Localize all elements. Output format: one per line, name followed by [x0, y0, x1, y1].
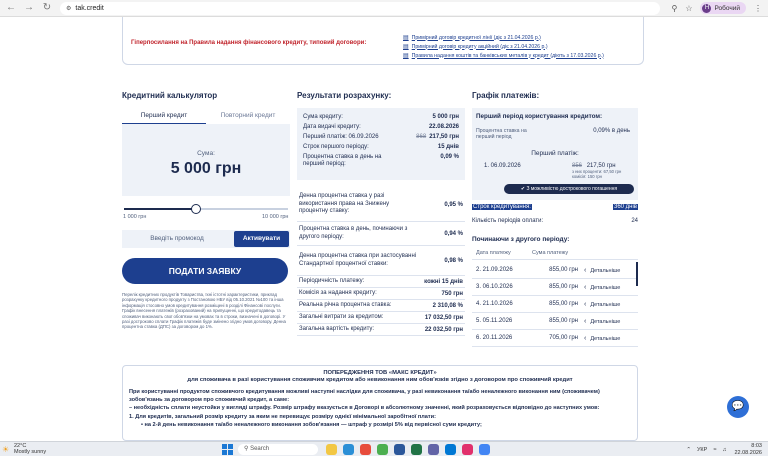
calculator-tabs: [122, 108, 290, 124]
details-link[interactable]: [584, 318, 638, 325]
result-item: [297, 188, 465, 222]
sum-value: 5 000 грн: [170, 160, 242, 177]
language-indicator[interactable]: УКР: [696, 446, 708, 453]
early-repayment-button[interactable]: [504, 184, 634, 194]
result-value: 22.08.2026: [428, 124, 459, 130]
documents-links: [403, 33, 604, 60]
edge-icon[interactable]: [343, 444, 354, 455]
schedule-title: Графік платежів:: [472, 91, 540, 100]
result-value: 0,94 %: [444, 230, 463, 237]
activate-promo-button[interactable]: Активувати: [234, 231, 289, 247]
result-item: [297, 246, 465, 276]
clock-time: 8:03: [751, 443, 762, 449]
details-link[interactable]: [584, 284, 638, 291]
result-item: [297, 288, 465, 300]
taskbar-search[interactable]: [238, 444, 318, 455]
details-link[interactable]: [584, 267, 638, 274]
weather-widget[interactable]: [14, 443, 46, 455]
first-period-rate: [476, 128, 634, 140]
weather-desc: Mostly sunny: [14, 449, 47, 455]
details-label: Детальніше: [590, 284, 621, 291]
result-value: 0,95 %: [444, 201, 463, 208]
term-label: Строк кредитування:: [473, 204, 531, 210]
table-row: [472, 296, 638, 313]
result-value: 2 310,08 %: [432, 302, 463, 309]
first-payment-date: 1. 06.09.2026: [484, 163, 521, 169]
warning-paragraph: 1. Для кредитів, загальний розмір кредиту за яким не перевищує розміру однієї мінімальної заробітної плати:: [129, 413, 436, 420]
result-label: Денна процентна ставка у разі використання права на Знижену процентну ставку:: [299, 193, 390, 215]
result-item: [297, 276, 465, 288]
result-label: Строк першого періоду:: [303, 144, 369, 150]
app-icon[interactable]: [377, 444, 388, 455]
reload-icon[interactable]: ↻: [42, 2, 52, 13]
row-date: 2. 21.09.2026: [476, 267, 513, 273]
first-payment-title: Перший платіж:: [531, 150, 579, 157]
search-icon: ⚲: [244, 446, 251, 452]
documents-box: [122, 17, 644, 65]
result-item: [297, 324, 465, 336]
weather-sun-icon: ☀: [2, 445, 10, 454]
table-row: [472, 262, 638, 279]
menu-icon[interactable]: ⋮: [754, 3, 762, 13]
periods-count-row: [472, 218, 638, 224]
excel-icon[interactable]: [411, 444, 422, 455]
zoom-icon[interactable]: ⚲: [671, 3, 678, 13]
clock-date: 22.08.2026: [734, 449, 762, 456]
table-row: [472, 279, 638, 296]
document-icon: ▤: [403, 53, 409, 59]
sum-card: [122, 124, 290, 196]
col-date-header: Дата платежу: [476, 250, 511, 256]
browser-toolbar: [0, 0, 768, 17]
warning-paragraph: • на 2-й день невиконання та/або неналежного виконання зобов'язання — штраф у розмірі 5% від первісної суми кредиту;: [141, 422, 482, 428]
schedule-table-header: [472, 250, 638, 260]
app-icon[interactable]: [462, 444, 473, 455]
document-link[interactable]: [403, 51, 604, 60]
first-payment-value: 217,50 грн: [586, 163, 616, 169]
system-tray: [680, 443, 762, 456]
row-amount: 855,00 грн: [549, 267, 578, 273]
row-amount: 855,00 грн: [549, 301, 578, 307]
details-link[interactable]: [584, 335, 638, 342]
details-label: Детальніше: [590, 318, 621, 325]
table-row: [472, 330, 638, 347]
word-icon[interactable]: [394, 444, 405, 455]
calculator-title: Кредитний калькулятор: [122, 91, 218, 100]
result-label: Періодичність платежу:: [299, 277, 365, 284]
taskbar-apps: [326, 444, 496, 455]
outlook-icon[interactable]: [445, 444, 456, 455]
profile-name: Робочий: [714, 4, 740, 12]
chevron-up-icon[interactable]: ⌃: [686, 446, 691, 453]
early-repayment-label: З можливістю дострокового погашення: [526, 186, 618, 192]
result-label: Загальна вартість кредиту:: [299, 325, 375, 332]
chevron-left-icon: ‹: [584, 334, 587, 342]
row-date: 3. 06.10.2026: [476, 284, 513, 290]
chevron-left-icon: ‹: [584, 317, 587, 325]
schedule-scrollbar[interactable]: [636, 262, 638, 286]
first-period-title: Перший період користування кредитом:: [476, 113, 603, 120]
profile-avatar: H: [702, 4, 711, 13]
details-label: Детальніше: [590, 267, 621, 274]
rate-label: Процентна ставка на перший період: [476, 128, 527, 140]
table-row: [472, 313, 638, 330]
result-row: [301, 122, 461, 132]
document-link[interactable]: [403, 33, 604, 42]
first-payment-old: 856: [572, 163, 583, 169]
weather-temp: 22°C: [14, 443, 27, 449]
result-value: кожні 15 днів: [424, 278, 463, 285]
profile-button[interactable]: [700, 2, 746, 14]
result-row: [301, 142, 461, 152]
result-label: Процентна ставка в день, починаючи з другого періоду:: [299, 226, 408, 240]
chat-icon[interactable]: 💬: [727, 396, 749, 418]
slider-fill: [124, 208, 196, 210]
warning-paragraph: При користуванні продуктом споживчого кредитування можливі наступні наслідки для споживача, у разі невиконання та/або неналежного виконання ним (споживачем) зобов'язань за договором про споживчий кредит, а саме:: [129, 389, 600, 403]
results-title: Результати розрахунку:: [297, 91, 392, 100]
periods-count-value: 24: [631, 218, 638, 224]
results-summary-card: [297, 108, 465, 180]
details-label: Детальніше: [590, 301, 621, 308]
document-link-text: Примірний договір кредиту акційний (діє з 21.04.2026 р.): [411, 43, 548, 50]
result-item: [297, 312, 465, 324]
result-value: 22 032,50 грн: [424, 326, 463, 333]
row-date: 4. 21.10.2026: [476, 301, 513, 307]
result-label: Сума кредиту:: [303, 114, 343, 120]
details-label: Детальніше: [590, 335, 621, 342]
result-label: Комісія за надання кредиту:: [299, 289, 377, 296]
chevron-left-icon: ‹: [584, 266, 587, 274]
first-payment-row: [476, 163, 634, 179]
details-link[interactable]: [584, 301, 638, 308]
warning-box: [122, 365, 638, 441]
row-date: 5. 05.11.2026: [476, 318, 513, 324]
promo-code-input[interactable]: Введіть промокод: [150, 235, 204, 242]
document-icon: ▤: [403, 35, 409, 41]
col-amount-header: Сума платежу: [532, 250, 569, 256]
document-icon: ▤: [403, 44, 409, 50]
warning-paragraph: – необхідність сплати неустойки у вигляді штрафу. Розмір штрафу вказується в Договорі в абсолютному значенні, який розраховується відповідно до наступних умов:: [129, 405, 600, 411]
slider-min-label: 1 000 грн: [123, 214, 147, 220]
bookmark-star-icon[interactable]: ☆: [685, 3, 693, 13]
warning-subtitle: для споживача в разі користування споживчим кредитом або невиконання ним обов'язків згідно з договором про споживчий кредит: [187, 377, 573, 383]
file-explorer-icon[interactable]: [326, 444, 337, 455]
result-value: 217,50 грн: [429, 134, 459, 140]
url-text: tak.credit: [75, 4, 104, 12]
site-info-icon[interactable]: ⚙: [66, 5, 72, 12]
first-payment-interest: з них проценти: 67,50 грн: [572, 169, 622, 174]
term-row: [472, 204, 638, 210]
result-label: Денна процентна ставка при застосуванні Стандартної процентної ставки:: [299, 253, 417, 267]
result-item: [297, 222, 465, 246]
periods-count-label: Кількість періодів оплати:: [472, 218, 544, 224]
windows-start-icon[interactable]: [222, 444, 233, 455]
taskbar: [0, 441, 768, 456]
row-date: 6. 20.11.2026: [476, 335, 513, 341]
result-value: 750 грн: [441, 290, 463, 297]
row-amount: 855,00 грн: [549, 284, 578, 290]
result-item: [297, 300, 465, 312]
first-payment-commission: комісія: 150 грн: [572, 174, 602, 179]
result-value: 17 032,50 грн: [424, 314, 463, 321]
row-amount: 855,00 грн: [549, 318, 578, 324]
result-value: 0,98 %: [444, 257, 463, 264]
slider-handle[interactable]: [191, 204, 201, 214]
schedule-table-body[interactable]: [472, 262, 638, 347]
result-label: Дата видачі кредиту:: [303, 124, 361, 130]
check-circle-icon: ✔: [520, 186, 527, 192]
result-row: [301, 132, 461, 142]
clock[interactable]: [734, 443, 762, 456]
back-icon[interactable]: ←: [6, 2, 16, 13]
sum-slider[interactable]: [124, 208, 288, 210]
document-link[interactable]: [403, 42, 604, 51]
rules-hyperlink-label: Гіперпосилання на Правила надання фінансового кредиту, типовий договори:: [131, 40, 367, 46]
warning-title: ПОПЕРЕДЖЕННЯ ТОВ «МАКС КРЕДИТ»: [323, 370, 437, 376]
sum-label: Сума:: [197, 150, 215, 157]
result-label: Загальні витрати за кредитом:: [299, 313, 384, 320]
apply-button[interactable]: ПОДАТИ ЗАЯВКУ: [122, 258, 288, 284]
promo-box: [122, 230, 290, 248]
tab-first-credit[interactable]: Перший кредит: [122, 108, 206, 124]
volume-icon[interactable]: ♫: [722, 446, 727, 453]
term-value: 360 днів: [613, 204, 637, 210]
result-label: Реальна річна процентна ставка:: [299, 301, 392, 308]
result-label: Процентна ставка в день на перший період:: [303, 154, 382, 167]
result-value: 15 днів: [437, 144, 459, 150]
document-link-text: Правила надання коштів та банківських металів у кредит (діють з 17.03.2026 р.): [411, 52, 604, 59]
taskbar-search-label: Search: [250, 446, 270, 452]
address-bar[interactable]: [60, 2, 660, 15]
chevron-left-icon: ‹: [584, 300, 587, 308]
document-link-text: Примірний договір кредитної лінії (діє з 21.04.2026 р.): [411, 34, 541, 41]
teams-icon[interactable]: [428, 444, 439, 455]
tab-repeat-credit[interactable]: Повторний кредит: [220, 112, 276, 119]
chevron-left-icon: ‹: [584, 283, 587, 291]
chrome-icon[interactable]: [479, 444, 490, 455]
old-payment-value: 868: [416, 134, 427, 140]
result-value-group: [416, 134, 459, 140]
rate-value: 0,09% в день: [593, 128, 630, 134]
results-list: [297, 188, 465, 336]
result-label: Перший платіж: 06.09.2026: [303, 134, 379, 140]
first-payment-amounts: [572, 163, 634, 179]
app-icon[interactable]: [360, 444, 371, 455]
slider-max-label: 10 000 грн: [262, 214, 289, 220]
result-row: [301, 112, 461, 122]
result-value: 0,09 %: [440, 154, 459, 160]
wifi-icon[interactable]: ≈: [713, 446, 717, 453]
result-value: 5 000 грн: [432, 114, 459, 120]
forward-icon[interactable]: →: [24, 2, 34, 13]
from-second-period-title: Починаючи з другого періоду:: [472, 236, 570, 243]
result-row: [301, 152, 461, 170]
row-amount: 705,00 грн: [549, 335, 578, 341]
disclaimer-text: Перелік кредитних продуктів Товариства, їхні істотні характеристики, приклад розрахунку кредитного продукту з Постановою НБУ від 05.10.2021 №100 та інша інформація стосовно умов кредитування розміщені в розділі Фінансові послуги. Графік внесення платежів (розрахований) на припущенні, що кредитодавець та споживач виконають свої обов'язки на умовах та в строки, визначені в договорі. У разі достроково сплати Графік платежів буде змінено згідно умов договору. Денна процентна ставка (ДПС) за договором до 1%.: [122, 292, 286, 330]
